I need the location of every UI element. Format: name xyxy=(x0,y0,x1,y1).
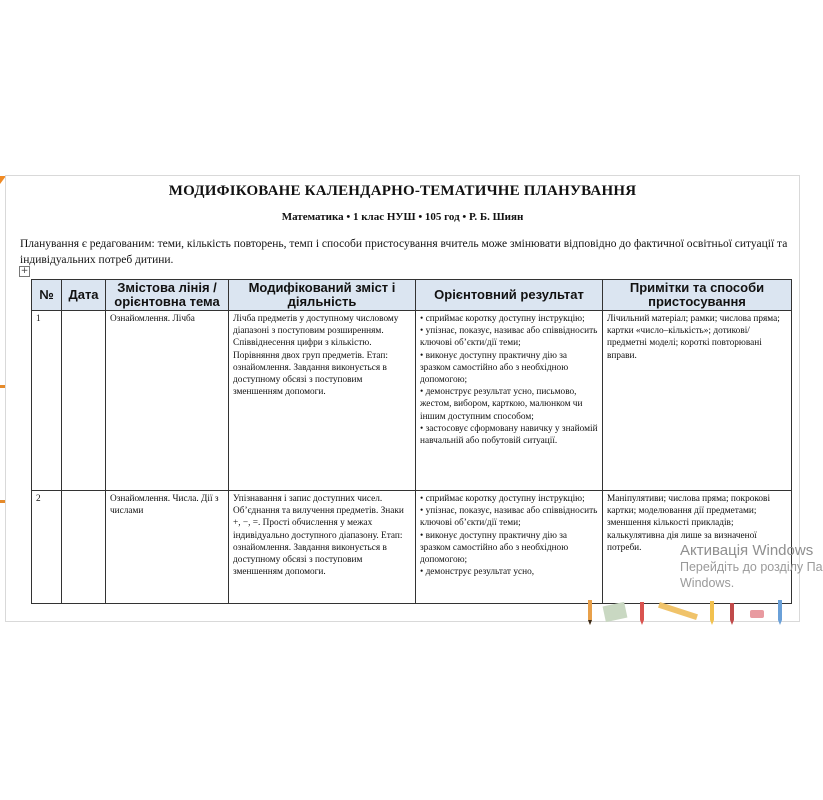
result-item: • застосовує сформовану навичку у знайомій навчальній або побутовій ситуації. xyxy=(420,423,598,447)
table-header-row xyxy=(32,280,792,311)
table-row xyxy=(32,491,792,604)
pencil-icon xyxy=(710,601,714,625)
header-content: Модифікований зміст і діяльність xyxy=(229,280,416,311)
header-notes: Примітки та способи пристосування xyxy=(603,280,792,311)
intro-paragraph: Планування є редагованим: теми, кількість повторень, темп і способи пристосування вчитель може змінювати відповідно до фактичної освітньої ситуації та індивідуальних потреб дитини. xyxy=(20,238,788,266)
pencil-icon xyxy=(778,600,782,625)
cell-num: 1 xyxy=(32,311,62,491)
cell-line: Ознайомлення. Лічба xyxy=(106,311,229,491)
result-item: • виконує доступну практичну дію за зразком самостійно або з необхідною допомогою; xyxy=(420,530,569,566)
document-title: МОДИФІКОВАНЕ КАЛЕНДАРНО-ТЕМАТИЧНЕ ПЛАНУВАННЯ xyxy=(168,183,637,199)
ruler-icon xyxy=(658,602,698,620)
result-item: • сприймає коротку доступну інструкцію; xyxy=(420,314,585,324)
result-item: • демонструє результат усно, письмово, жестом, вибором, карткою, малюнком чи іншим доступним способом; xyxy=(420,387,583,422)
planning-table xyxy=(31,279,792,604)
result-item: • упізнає, показує, називає або співвідносить ключові об’єкти/дії теми; xyxy=(420,326,598,349)
watermark-line: Перейдіть до розділу Па xyxy=(680,560,823,574)
table-row xyxy=(32,311,792,491)
cell-notes: Лічильний матеріал; рамки; числова пряма; картки «число–кількість»; дотикові/предметні моделі; короткі повторювані вправи. xyxy=(603,311,792,491)
pencil-icon xyxy=(588,600,592,625)
cell-result xyxy=(416,311,603,491)
book-icon xyxy=(603,602,628,622)
result-item: • сприймає коротку доступну інструкцію; xyxy=(420,494,585,504)
header-result: Орієнтовний результат xyxy=(416,280,603,311)
header-line: Змістова лінія / орієнтовна тема xyxy=(106,280,229,311)
watermark-title: Активація Windows xyxy=(680,542,814,559)
cell-result xyxy=(416,491,603,604)
watermark-line: Windows. xyxy=(680,576,735,590)
result-item: • демонструє результат усно, xyxy=(420,567,535,578)
result-item: • виконує доступну практичну дію за зразком самостійно або з необхідною допомогою; xyxy=(420,350,569,386)
result-item: • упізнає, показує, називає або співвідносить ключові об’єкти/дії теми; xyxy=(420,506,598,529)
windows-activation-watermark xyxy=(680,543,823,591)
table-move-handle-icon[interactable]: + xyxy=(20,266,29,276)
pencil-icon xyxy=(640,602,644,625)
cell-notes: Маніпулятиви; числова пряма; покрокові картки; моделювання дії предметами; зменшення кількості прикладів; калькулятивна дія лише за визначеної потреби. xyxy=(603,491,792,604)
header-num: № xyxy=(32,280,62,311)
header-date: Дата xyxy=(62,280,106,311)
cell-date[interactable] xyxy=(62,491,106,604)
pencil-icon xyxy=(730,603,734,625)
eraser-icon xyxy=(750,610,764,618)
cell-content: Лічба предметів у доступному числовому діапазоні з поступовим розширенням. Співвіднесення цифри з кількістю. Порівняння двох груп предметів. Етап: ознайомлення. Завдання виконується в доступному обсязі з поступовим зменшенням допомоги. xyxy=(229,311,416,491)
cell-content: Упізнавання і запис доступних чисел. Об’єднання та вилучення предметів. Знаки +, −, =. Прості обчислення у межах індивідуально доступного діапазону. Етап: ознайомлення. Завдання виконується в доступному обсязі з поступовим зменшенням допомоги. xyxy=(229,491,416,604)
school-supplies-decoration-icon xyxy=(580,598,800,628)
cell-num: 2 xyxy=(32,491,62,604)
document-subtitle: Математика • 1 клас НУШ • 105 год • Р. Б. Шиян xyxy=(281,211,524,223)
cell-date[interactable] xyxy=(62,311,106,491)
cell-line: Ознайомлення. Числа. Дії з числами xyxy=(106,491,229,604)
